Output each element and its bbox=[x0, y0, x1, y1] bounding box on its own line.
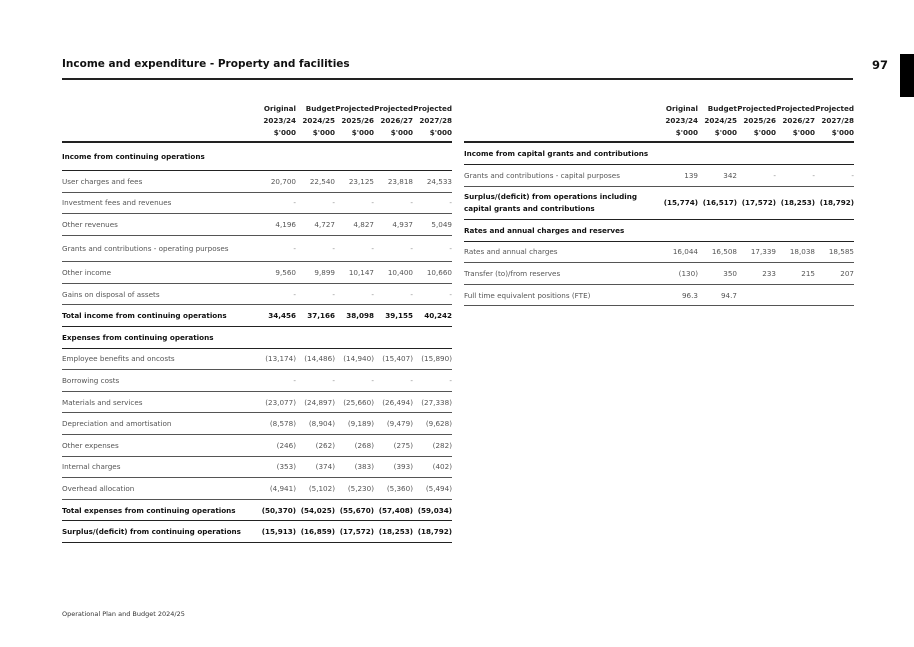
column-header-projected-2026-27: Projected 2026/27 $'000 bbox=[776, 104, 815, 137]
row-label: Rates and annual charges and reserves bbox=[464, 225, 625, 235]
cell-value: (15,913) bbox=[261, 527, 296, 537]
row-label: Materials and services bbox=[62, 397, 143, 407]
row-label: Surplus/(deficit) from operations including capital grants and contributions bbox=[464, 191, 638, 213]
row-label: Full time equivalent positions (FTE) bbox=[464, 290, 591, 300]
table-header bbox=[62, 103, 452, 143]
table-row bbox=[62, 236, 452, 262]
cell-value: (15,774) bbox=[663, 198, 698, 208]
cell-value: - bbox=[851, 170, 854, 180]
table-row bbox=[62, 349, 452, 371]
cell-value: (50,370) bbox=[261, 505, 296, 515]
cell-value: 4,937 bbox=[392, 219, 413, 229]
cell-value: (18,253) bbox=[378, 527, 413, 537]
row-label: Total expenses from continuing operations bbox=[62, 505, 236, 515]
row-label: Other expenses bbox=[62, 440, 119, 450]
cell-value: 37,166 bbox=[307, 311, 335, 321]
row-label: Total income from continuing operations bbox=[62, 311, 227, 321]
cell-value: (27,338) bbox=[421, 397, 452, 407]
cell-value: 23,818 bbox=[387, 176, 413, 186]
row-label: User charges and fees bbox=[62, 176, 143, 186]
cell-value: - bbox=[293, 198, 296, 208]
cell-value: - bbox=[293, 289, 296, 299]
cell-value: (275) bbox=[393, 440, 413, 450]
column-header-projected-2025-26: Projected 2025/26 $'000 bbox=[335, 104, 374, 137]
cell-value: (13,174) bbox=[265, 354, 296, 364]
footer-text: Operational Plan and Budget 2024/25 bbox=[62, 610, 185, 618]
cell-value: 4,196 bbox=[275, 219, 296, 229]
cell-value: 350 bbox=[723, 268, 737, 278]
cell-value: (262) bbox=[315, 440, 335, 450]
table-row bbox=[62, 435, 452, 457]
cell-value: (17,572) bbox=[741, 198, 776, 208]
cell-value: 20,700 bbox=[270, 176, 296, 186]
table-row bbox=[464, 165, 854, 187]
cell-value: 18,038 bbox=[789, 247, 815, 257]
row-label: Borrowing costs bbox=[62, 375, 120, 385]
page-tab-marker bbox=[900, 54, 914, 97]
cell-value: - bbox=[293, 243, 296, 253]
cell-value: - bbox=[410, 198, 413, 208]
total-row bbox=[62, 305, 452, 327]
row-label: Investment fees and revenues bbox=[62, 198, 172, 208]
cell-value: - bbox=[410, 289, 413, 299]
section-header-row bbox=[62, 327, 452, 349]
title-rule bbox=[62, 78, 853, 80]
total-row bbox=[62, 500, 452, 522]
capital-and-rates-table bbox=[464, 103, 854, 306]
section-header-row bbox=[464, 220, 854, 242]
cell-value: 10,660 bbox=[426, 267, 452, 277]
cell-value: - bbox=[371, 375, 374, 385]
cell-value: (9,479) bbox=[386, 419, 413, 429]
row-label: Grants and contributions - operating purposes bbox=[62, 243, 229, 253]
cell-value: 22,540 bbox=[309, 176, 335, 186]
cell-value: - bbox=[371, 243, 374, 253]
cell-value: 96.3 bbox=[681, 290, 698, 300]
row-label: Depreciation and amortisation bbox=[62, 419, 172, 429]
column-header-projected-2025-26: Projected 2025/26 $'000 bbox=[737, 104, 776, 137]
column-header-original-2023-24: Original 2023/24 $'000 bbox=[263, 104, 296, 137]
cell-value: 16,508 bbox=[711, 247, 737, 257]
cell-value: - bbox=[449, 289, 452, 299]
cell-value: (374) bbox=[315, 462, 335, 472]
cell-value: - bbox=[773, 170, 776, 180]
cell-value: (18,253) bbox=[780, 198, 815, 208]
cell-value: (402) bbox=[432, 462, 452, 472]
cell-value: 5,049 bbox=[431, 219, 452, 229]
section-header-row bbox=[464, 143, 854, 165]
cell-value: (15,407) bbox=[382, 354, 413, 364]
cell-value: - bbox=[332, 198, 335, 208]
table-row bbox=[62, 370, 452, 392]
column-header-budget-2024-25: Budget 2024/25 $'000 bbox=[704, 104, 737, 137]
cell-value: (4,941) bbox=[269, 483, 296, 493]
cell-value: 94.7 bbox=[720, 290, 737, 300]
table-row bbox=[62, 478, 452, 500]
cell-value: 16,044 bbox=[672, 247, 698, 257]
table-row bbox=[62, 193, 452, 215]
cell-value: 34,456 bbox=[268, 311, 296, 321]
cell-value: - bbox=[371, 198, 374, 208]
page-number: 97 bbox=[872, 58, 889, 72]
cell-value: 24,533 bbox=[426, 176, 452, 186]
cell-value: - bbox=[449, 198, 452, 208]
cell-value: - bbox=[812, 170, 815, 180]
table-row bbox=[62, 214, 452, 236]
cell-value: - bbox=[332, 243, 335, 253]
cell-value: (383) bbox=[354, 462, 374, 472]
cell-value: 4,727 bbox=[314, 219, 335, 229]
cell-value: (26,494) bbox=[382, 397, 413, 407]
cell-value: - bbox=[371, 289, 374, 299]
cell-value: (8,904) bbox=[308, 419, 335, 429]
cell-value: (5,494) bbox=[425, 483, 452, 493]
cell-value: 207 bbox=[840, 268, 854, 278]
cell-value: (54,025) bbox=[300, 505, 335, 515]
cell-value: (5,360) bbox=[386, 483, 413, 493]
cell-value: (353) bbox=[276, 462, 296, 472]
cell-value: (393) bbox=[393, 462, 413, 472]
cell-value: 10,147 bbox=[348, 267, 374, 277]
cell-value: 17,339 bbox=[750, 247, 776, 257]
row-label: Expenses from continuing operations bbox=[62, 332, 214, 342]
cell-value: 38,098 bbox=[346, 311, 374, 321]
cell-value: 233 bbox=[762, 268, 776, 278]
table-header bbox=[464, 103, 854, 143]
cell-value: (18,792) bbox=[819, 198, 854, 208]
row-label: Employee benefits and oncosts bbox=[62, 354, 175, 364]
cell-value: (17,572) bbox=[339, 527, 374, 537]
cell-value: - bbox=[410, 243, 413, 253]
column-header-projected-2027-28: Projected 2027/28 $'000 bbox=[815, 104, 854, 137]
income-expenditure-table bbox=[62, 103, 452, 543]
cell-value: 9,560 bbox=[275, 267, 296, 277]
total-row bbox=[464, 187, 854, 220]
cell-value: (5,102) bbox=[308, 483, 335, 493]
cell-value: 18,585 bbox=[828, 247, 854, 257]
cell-value: 39,155 bbox=[385, 311, 413, 321]
cell-value: 40,242 bbox=[424, 311, 452, 321]
row-label: Other revenues bbox=[62, 219, 118, 229]
row-label: Income from continuing operations bbox=[62, 152, 205, 161]
table-row bbox=[62, 284, 452, 306]
column-header-projected-2026-27: Projected 2026/27 $'000 bbox=[374, 104, 413, 137]
cell-value: (16,859) bbox=[300, 527, 335, 537]
table-row bbox=[62, 392, 452, 414]
cell-value: (14,940) bbox=[343, 354, 374, 364]
table-row bbox=[464, 285, 854, 307]
row-label: Other income bbox=[62, 267, 112, 277]
row-label: Overhead allocation bbox=[62, 483, 135, 493]
cell-value: 342 bbox=[723, 170, 737, 180]
cell-value: (5,230) bbox=[347, 483, 374, 493]
row-label: Surplus/(deficit) from continuing operations bbox=[62, 527, 241, 537]
cell-value: (16,517) bbox=[702, 198, 737, 208]
cell-value: 10,400 bbox=[387, 267, 413, 277]
cell-value: (130) bbox=[678, 268, 698, 278]
cell-value: - bbox=[410, 375, 413, 385]
cell-value: 215 bbox=[801, 268, 815, 278]
cell-value: (268) bbox=[354, 440, 374, 450]
cell-value: (18,792) bbox=[417, 527, 452, 537]
cell-value: (9,189) bbox=[347, 419, 374, 429]
cell-value: (25,660) bbox=[343, 397, 374, 407]
table-row bbox=[464, 263, 854, 285]
cell-value: - bbox=[449, 375, 452, 385]
row-label: Gains on disposal of assets bbox=[62, 289, 160, 299]
cell-value: (8,578) bbox=[269, 419, 296, 429]
table-row bbox=[62, 457, 452, 479]
row-label: Grants and contributions - capital purposes bbox=[464, 170, 620, 180]
cell-value: - bbox=[293, 375, 296, 385]
cell-value: (9,628) bbox=[425, 419, 452, 429]
cell-value: (15,890) bbox=[421, 354, 452, 364]
column-header-projected-2027-28: Projected 2027/28 $'000 bbox=[413, 104, 452, 137]
cell-value: 9,899 bbox=[314, 267, 335, 277]
cell-value: (59,034) bbox=[417, 505, 452, 515]
cell-value: (23,077) bbox=[265, 397, 296, 407]
row-label: Transfer (to)/from reserves bbox=[464, 268, 561, 278]
cell-value: - bbox=[449, 243, 452, 253]
table-row bbox=[464, 242, 854, 264]
table-body bbox=[464, 143, 854, 306]
total-row bbox=[62, 521, 452, 543]
column-header-budget-2024-25: Budget 2024/25 $'000 bbox=[302, 104, 335, 137]
table-row bbox=[62, 262, 452, 284]
row-label: Internal charges bbox=[62, 462, 121, 472]
table-body bbox=[62, 143, 452, 543]
section-header-row bbox=[62, 143, 452, 171]
page-title: Income and expenditure - Property and facilities bbox=[62, 58, 350, 70]
cell-value: 23,125 bbox=[348, 176, 374, 186]
cell-value: (14,486) bbox=[304, 354, 335, 364]
cell-value: - bbox=[332, 289, 335, 299]
table-row bbox=[62, 413, 452, 435]
row-label: Rates and annual charges bbox=[464, 247, 558, 257]
row-label: Income from capital grants and contributions bbox=[464, 149, 649, 158]
cell-value: (24,897) bbox=[304, 397, 335, 407]
cell-value: (246) bbox=[276, 440, 296, 450]
cell-value: - bbox=[332, 375, 335, 385]
cell-value: (57,408) bbox=[378, 505, 413, 515]
cell-value: (55,670) bbox=[339, 505, 374, 515]
cell-value: (282) bbox=[432, 440, 452, 450]
cell-value: 4,827 bbox=[353, 219, 374, 229]
column-header-original-2023-24: Original 2023/24 $'000 bbox=[665, 104, 698, 137]
table-row bbox=[62, 171, 452, 193]
cell-value: 139 bbox=[684, 170, 698, 180]
